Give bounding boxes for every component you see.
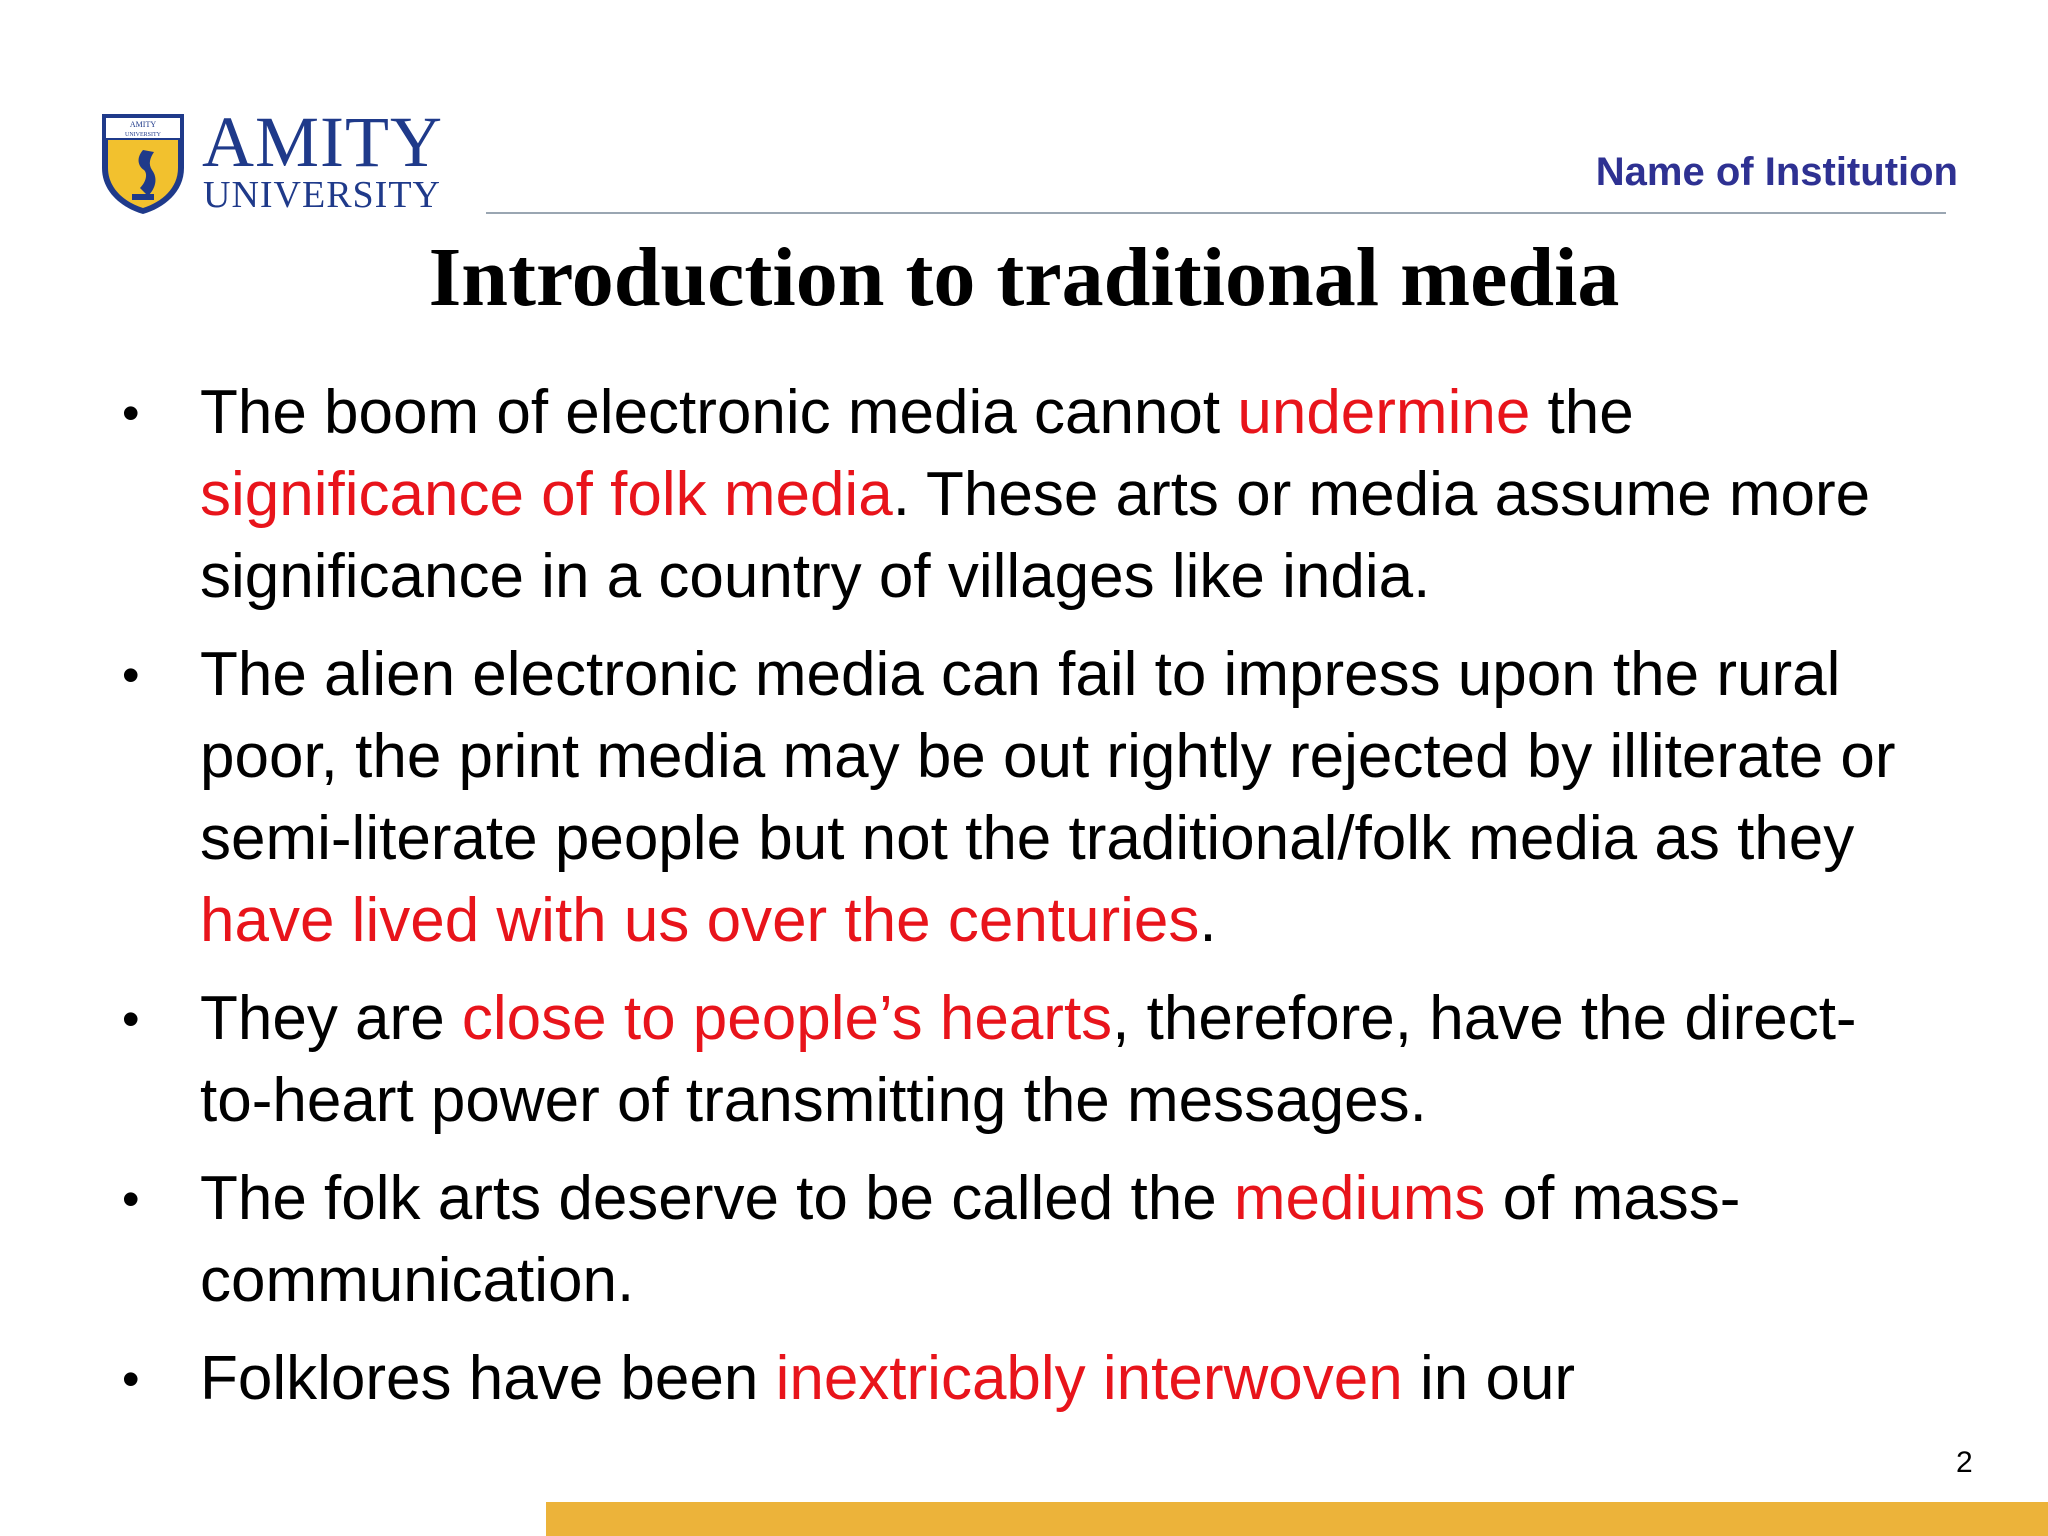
bullet-marker: • bbox=[122, 991, 140, 1047]
bullet-item bbox=[118, 1338, 1918, 1420]
bullet-item bbox=[118, 978, 1918, 1142]
slide-title: Introduction to traditional media bbox=[428, 231, 1620, 324]
bullet-marker: • bbox=[122, 1351, 140, 1407]
highlighted-text: have lived with us over the centuries bbox=[200, 886, 1200, 955]
page-number: 2 bbox=[1956, 1446, 1973, 1479]
bullet-marker: • bbox=[122, 385, 140, 441]
shield-text-line2: UNIVERSITY bbox=[125, 132, 161, 138]
logo-name: AMITY bbox=[202, 102, 443, 182]
bullet-marker: • bbox=[122, 1171, 140, 1227]
bullet-text: . These arts or media assume more significance in a country of villages like india. bbox=[200, 460, 1871, 611]
bullet-text: of mass-communication. bbox=[200, 1164, 1741, 1315]
bullet-text: The boom of electronic media cannot bbox=[200, 378, 1238, 447]
bullet-text: in our bbox=[1402, 1344, 1576, 1413]
highlighted-text: undermine bbox=[1237, 378, 1531, 447]
institution-name: Name of Institution bbox=[1595, 150, 1958, 194]
shield-text-line1: AMITY bbox=[129, 120, 157, 129]
highlighted-text: mediums bbox=[1233, 1164, 1486, 1233]
highlighted-text: close to people’s hearts bbox=[461, 984, 1113, 1053]
highlighted-text: significance of folk media bbox=[200, 460, 893, 529]
footer-bar bbox=[546, 1502, 2048, 1536]
bullet-text: the bbox=[1530, 378, 1634, 447]
bullet-item bbox=[118, 1158, 1918, 1322]
bullet-text: The folk arts deserve to be called the bbox=[200, 1164, 1234, 1233]
bullet-item bbox=[118, 372, 1918, 618]
highlighted-text: inextricably interwoven bbox=[775, 1344, 1403, 1413]
bullet-list bbox=[118, 372, 1918, 1436]
bullet-marker: • bbox=[122, 647, 140, 703]
bullet-item bbox=[118, 634, 1918, 962]
header-divider bbox=[486, 212, 1946, 214]
logo-subname: UNIVERSITY bbox=[203, 174, 441, 216]
bullet-text: Folklores have been bbox=[200, 1344, 776, 1413]
bullet-text: They are bbox=[200, 984, 462, 1053]
amity-logo bbox=[98, 102, 448, 220]
bullet-text: The alien electronic media can fail to impress upon the rural poor, the print media may be out rightly rejected by illiterate or semi-literate people but not the traditional/folk media as they bbox=[200, 640, 1896, 873]
amity-shield-icon bbox=[98, 110, 188, 216]
bullet-text: . bbox=[1199, 886, 1217, 955]
bullet-text: , therefore, have the direct-to-heart power of transmitting the messages. bbox=[200, 984, 1857, 1135]
